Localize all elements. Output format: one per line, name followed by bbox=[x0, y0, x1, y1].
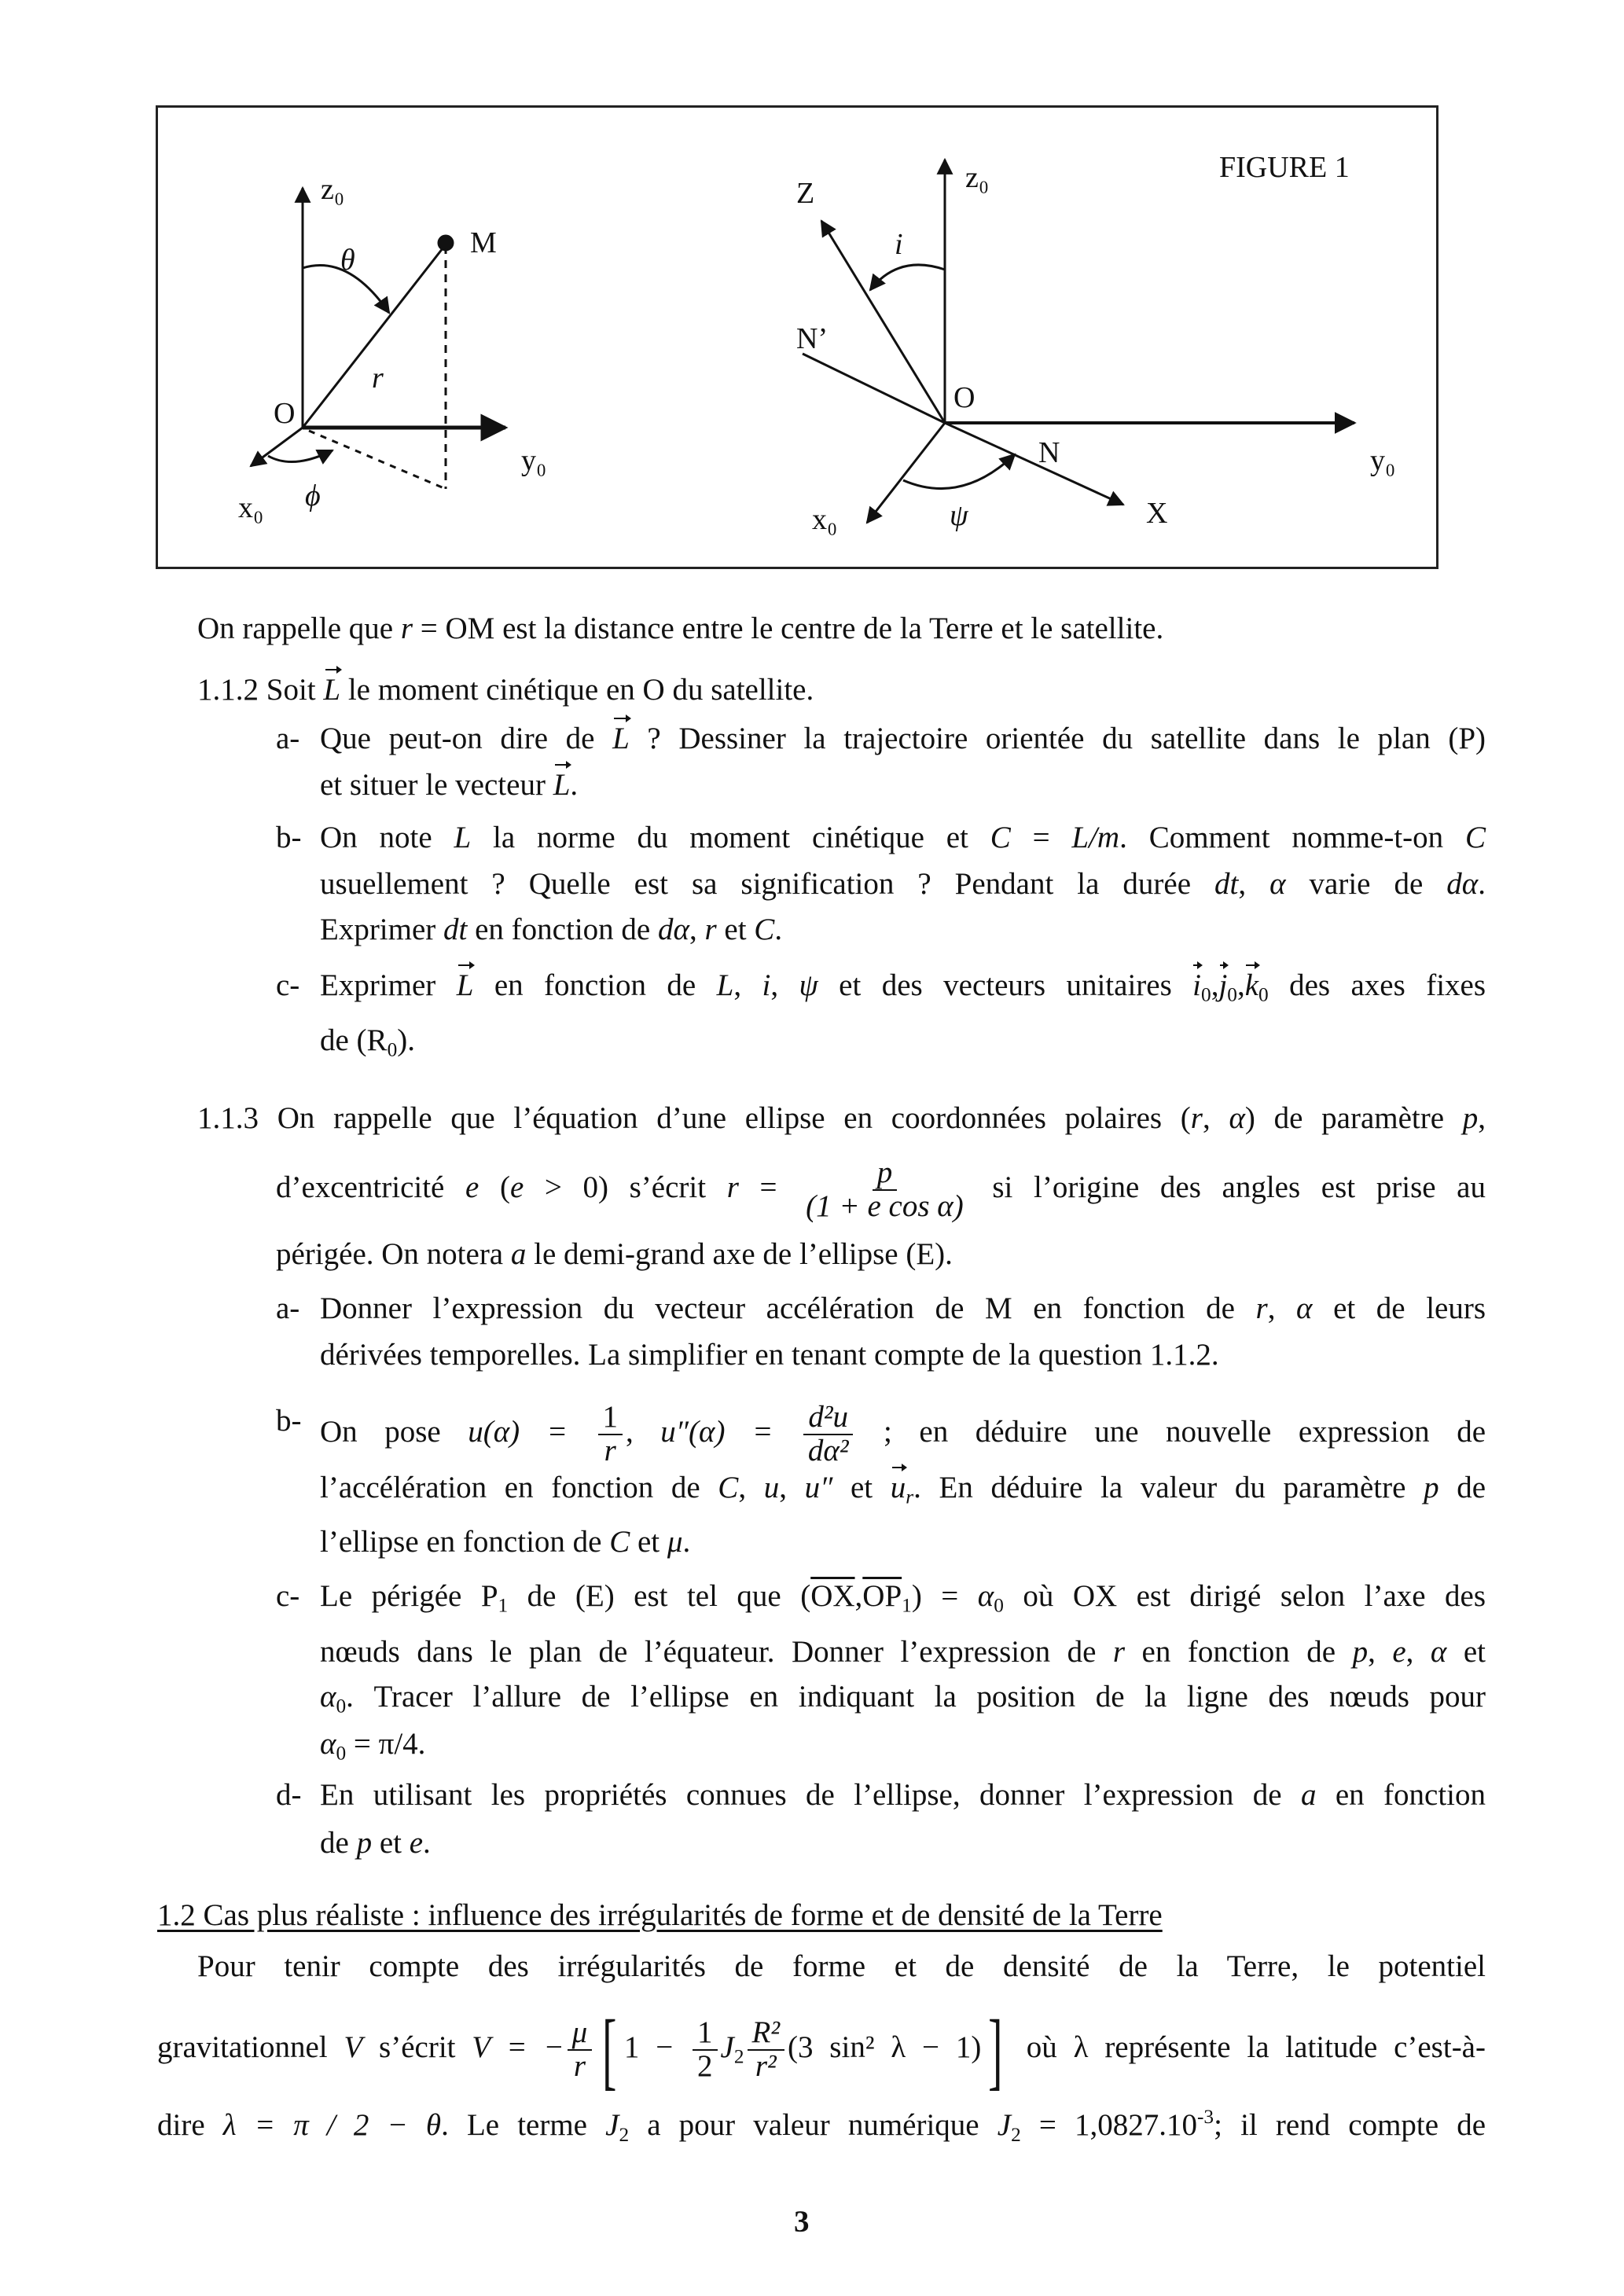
text-segment: 2 bbox=[733, 2045, 744, 2068]
q113-c-line-3 bbox=[320, 1677, 1486, 1717]
vector-symbol: j bbox=[1218, 966, 1227, 1005]
q113-a-line-2: dérivées temporelles. La simplifier en tenant compte de la question 1.1.2. bbox=[320, 1338, 1219, 1372]
text-segment: . Le terme bbox=[441, 2108, 606, 2143]
text-segment: r bbox=[400, 612, 413, 645]
i-arc bbox=[870, 265, 945, 290]
text-segment: , bbox=[1267, 1291, 1297, 1325]
vector-symbol: L bbox=[612, 719, 630, 759]
label-o: O bbox=[274, 397, 296, 430]
text-segment: où λ représente la latitude c’est-à- bbox=[1009, 2030, 1486, 2064]
text-segment: 2 bbox=[619, 2123, 630, 2146]
text-segment: , bbox=[1202, 1101, 1229, 1135]
item-label-c: c- bbox=[276, 968, 300, 1002]
x-axis bbox=[945, 423, 1123, 505]
label-y0: y₀ bbox=[1370, 444, 1396, 477]
text-segment: et des vecteurs unitaires bbox=[818, 968, 1193, 1002]
right-bracket: ] bbox=[988, 2001, 1003, 2098]
text-segment: , bbox=[1236, 968, 1245, 1002]
text-segment: en fonction de bbox=[467, 913, 658, 946]
text-segment: , bbox=[733, 968, 762, 1002]
text-segment: C bbox=[718, 1471, 739, 1504]
text-segment: r bbox=[906, 1486, 914, 1508]
text-segment: r bbox=[1190, 1101, 1203, 1135]
text-segment: = OM est la distance entre le centre de la Terre et le satellite. bbox=[413, 612, 1164, 645]
text-segment: 0 bbox=[336, 1695, 347, 1717]
text-segment: des axes fixes bbox=[1268, 968, 1486, 1002]
text-segment: V bbox=[344, 2030, 363, 2064]
fraction bbox=[568, 2017, 593, 2083]
text-segment: . En déduire la valeur du paramètre bbox=[913, 1471, 1424, 1504]
text-segment: . Comment nomme-t-on bbox=[1119, 821, 1465, 854]
text-segment: et situer le vecteur bbox=[320, 768, 553, 802]
text-segment: l’accélération en fonction de bbox=[320, 1471, 718, 1504]
phi-arc bbox=[268, 450, 333, 462]
text-segment: ; en déduire une nouvelle expression de bbox=[856, 1414, 1486, 1449]
text-segment: α bbox=[1430, 1635, 1447, 1669]
text-segment: -3 bbox=[1196, 2106, 1214, 2128]
text-segment: = 1,0827.10 bbox=[1020, 2108, 1197, 2143]
text-segment: nœuds dans le plan de l’équateur. Donner l’expression de bbox=[320, 1635, 1113, 1669]
item-label-b: b- bbox=[276, 821, 302, 854]
text-segment: , bbox=[1238, 867, 1270, 901]
q112-c-line-1 bbox=[320, 966, 1486, 1005]
text-segment: J bbox=[720, 2030, 734, 2064]
text-segment: s’écrit bbox=[362, 2030, 472, 2064]
text-segment: R² bbox=[748, 2017, 785, 2051]
text-segment: en fonction de bbox=[1125, 1635, 1353, 1669]
text-segment: p bbox=[356, 1826, 373, 1860]
om-line bbox=[303, 244, 446, 428]
text-segment: le moment cinétique en O du satellite. bbox=[340, 673, 814, 707]
section-1-2-line-3 bbox=[157, 2097, 1486, 2146]
text-segment: 0 bbox=[994, 1594, 1004, 1617]
text-segment: (3 sin² λ − 1) bbox=[788, 2030, 982, 2064]
fraction bbox=[803, 1401, 854, 1468]
text-segment: et bbox=[1446, 1635, 1486, 1669]
item-label-a: a- bbox=[276, 1291, 300, 1325]
text-segment: On note bbox=[320, 821, 454, 854]
text-segment: L bbox=[454, 821, 472, 854]
text-segment: dire bbox=[157, 2108, 223, 2143]
text-segment: C bbox=[1464, 821, 1486, 854]
vector-l: L bbox=[323, 670, 340, 710]
spherical-coordinates-diagram bbox=[251, 188, 505, 489]
text-segment: α bbox=[1229, 1101, 1245, 1135]
section-1-2-line-1: Pour tenir compte des irrégularités de forme et de densité de la Terre, le potentiel bbox=[197, 1949, 1486, 1983]
text-segment: . bbox=[682, 1525, 691, 1559]
text-segment: a bbox=[510, 1237, 527, 1271]
q112-b-line-2 bbox=[320, 865, 1486, 904]
text-segment: 2 bbox=[697, 2048, 713, 2083]
q113-c-line-1 bbox=[320, 1577, 1486, 1616]
vector-symbol: k bbox=[1245, 966, 1258, 1005]
text-segment: e bbox=[465, 1170, 479, 1204]
text-segment: r² bbox=[755, 2048, 777, 2083]
label-z0: z₀ bbox=[965, 161, 990, 194]
text-segment: $\overline{OX}$ bbox=[810, 1579, 855, 1613]
text-segment: . Tracer l’allure de l’ellipse en indiquant la position de la ligne des nœuds pour bbox=[346, 1680, 1486, 1714]
label-x0: x₀ bbox=[238, 491, 264, 524]
text-segment: 0 bbox=[1258, 983, 1269, 1006]
text-segment: p bbox=[1462, 1101, 1479, 1135]
text-segment: d²u bbox=[803, 1401, 853, 1435]
text-segment: d’excentricité bbox=[276, 1170, 465, 1204]
text-segment: Exprimer bbox=[320, 913, 444, 946]
text-segment: e bbox=[409, 1826, 424, 1860]
text-segment: en fonction bbox=[1316, 1778, 1486, 1812]
text-segment: , bbox=[779, 1471, 805, 1504]
text-segment: , bbox=[1478, 1101, 1486, 1135]
text-segment: la norme du moment cinétique et bbox=[471, 821, 990, 854]
vector-symbol: L bbox=[457, 966, 474, 1005]
q112-a-line-2 bbox=[320, 766, 578, 805]
text-segment: gravitationnel bbox=[157, 2030, 344, 2064]
text-segment: λ = π / 2 − θ bbox=[222, 2108, 442, 2143]
text-segment: En utilisant les propriétés connues de l’ellipse, donner l’expression de bbox=[320, 1778, 1301, 1812]
text-segment: On rappelle que bbox=[197, 612, 401, 645]
text-segment: C bbox=[609, 1525, 630, 1559]
label-phi: ϕ bbox=[305, 479, 321, 512]
text-segment: e bbox=[509, 1170, 524, 1204]
text-segment: ) de paramètre bbox=[1244, 1101, 1463, 1135]
text-segment: J bbox=[997, 2108, 1012, 2143]
text-segment: l’ellipse en fonction de bbox=[320, 1525, 610, 1559]
question-1-1-3-line-3 bbox=[276, 1235, 953, 1274]
text-segment: a pour valeur numérique bbox=[629, 2108, 998, 2143]
text-segment: dt bbox=[1214, 867, 1239, 901]
q113-a-line-1 bbox=[320, 1289, 1486, 1328]
intro-line bbox=[197, 609, 1163, 648]
text-segment: 1.1.3 On rappelle que l’équation d’une ellipse en coordonnées polaires ( bbox=[197, 1101, 1191, 1135]
q113-c-line-4 bbox=[320, 1725, 425, 1764]
section-1-2-line-2 bbox=[157, 2001, 1486, 2098]
text-segment: 1 − bbox=[623, 2030, 690, 2064]
text-segment: 1 bbox=[498, 1594, 509, 1617]
text-segment: u bbox=[763, 1471, 780, 1504]
text-segment: 0 bbox=[387, 1038, 398, 1061]
q113-b-line-2 bbox=[320, 1468, 1486, 1508]
label-r: r bbox=[372, 362, 384, 395]
text-segment: ) = bbox=[911, 1579, 978, 1613]
fraction bbox=[693, 2017, 718, 2083]
text-segment: $\overline{OP}$ bbox=[862, 1579, 902, 1613]
label-y0: y₀ bbox=[521, 444, 547, 477]
question-1-1-3-line-1 bbox=[197, 1099, 1486, 1138]
text-segment: périgée. On notera bbox=[276, 1237, 511, 1271]
text-segment: , bbox=[1368, 1635, 1393, 1669]
text-segment: , bbox=[1405, 1635, 1431, 1669]
text-segment: J bbox=[605, 2108, 619, 2143]
q112-b-line-3 bbox=[320, 910, 782, 950]
text-segment: ; il rend compte de bbox=[1214, 2108, 1486, 2143]
text-segment: de bbox=[320, 1826, 357, 1860]
q113-d-line-1 bbox=[320, 1776, 1486, 1815]
text-segment: de bbox=[1438, 1471, 1486, 1504]
text-segment: 0 bbox=[1201, 983, 1211, 1006]
text-segment: ? Dessiner la trajectoire orientée du satellite dans le plan (P) bbox=[629, 722, 1486, 755]
text-segment: a bbox=[1300, 1778, 1317, 1812]
text-segment: r bbox=[1112, 1635, 1126, 1669]
text-segment: . bbox=[1478, 867, 1486, 901]
euler-angles-diagram bbox=[803, 160, 1354, 523]
label-theta: θ bbox=[340, 244, 355, 277]
label-o: O bbox=[953, 381, 976, 414]
q113-c-line-2 bbox=[320, 1633, 1486, 1672]
label-x0: x₀ bbox=[812, 503, 838, 536]
text-segment: C bbox=[754, 913, 775, 946]
q113-b-line-1 bbox=[320, 1400, 1486, 1468]
vector-symbol: u bbox=[891, 1468, 906, 1508]
label-x: X bbox=[1146, 497, 1168, 530]
text-segment: r bbox=[704, 913, 717, 946]
text-segment: . bbox=[774, 913, 783, 946]
text-segment: e bbox=[1392, 1635, 1406, 1669]
text-segment: dα² bbox=[807, 1433, 849, 1468]
label-m: M bbox=[470, 226, 497, 259]
text-segment: u(α) = bbox=[468, 1414, 595, 1449]
text-segment: où OX est dirigé selon l’axe des bbox=[1003, 1579, 1486, 1613]
text-segment: , bbox=[854, 1579, 863, 1613]
label-z: Z bbox=[796, 177, 815, 210]
text-segment: . bbox=[423, 1826, 431, 1860]
q113-b-line-3 bbox=[320, 1523, 690, 1562]
text-segment: L bbox=[716, 968, 734, 1002]
text-segment: r bbox=[573, 2048, 586, 2083]
item-label-a: a- bbox=[276, 722, 300, 755]
fraction bbox=[748, 2017, 785, 2083]
text-segment: r bbox=[1255, 1291, 1268, 1325]
figure-diagram bbox=[2, 2, 1624, 631]
section-1-2-heading: 1.2 Cas plus réaliste : influence des irrégularités de forme et de densité de la Terre bbox=[157, 1898, 1163, 1932]
text-segment: u″ bbox=[804, 1471, 833, 1504]
text-segment: α bbox=[320, 1680, 336, 1714]
text-segment: α bbox=[320, 1727, 336, 1761]
text-segment: et bbox=[630, 1525, 667, 1559]
text-segment: 1 bbox=[598, 1401, 623, 1435]
text-segment: Que peut-on dire de bbox=[320, 722, 613, 755]
text-segment: > 0) s’écrit bbox=[524, 1170, 727, 1204]
x0-axis bbox=[867, 423, 945, 523]
fraction bbox=[598, 1401, 623, 1468]
q112-a-line-1 bbox=[320, 719, 1486, 759]
text-segment: et bbox=[372, 1826, 410, 1860]
text-segment: dα bbox=[657, 913, 689, 946]
text-segment: dt bbox=[443, 913, 468, 946]
text-segment: si l’origine des angles est prise au bbox=[971, 1170, 1486, 1204]
text-segment: α bbox=[977, 1579, 994, 1613]
q112-b-line-1 bbox=[320, 818, 1486, 858]
text-segment: r bbox=[726, 1170, 739, 1204]
left-bracket: [ bbox=[602, 2001, 617, 2098]
text-segment: p bbox=[1352, 1635, 1369, 1669]
text-segment: μ bbox=[667, 1525, 683, 1559]
vector-symbol: i bbox=[1192, 966, 1201, 1005]
text-segment: ψ bbox=[799, 968, 818, 1002]
figure-title: FIGURE 1 bbox=[1219, 151, 1350, 184]
text-segment: ( bbox=[479, 1170, 510, 1204]
text-segment: et bbox=[832, 1471, 891, 1504]
text-segment: α bbox=[1269, 867, 1286, 901]
text-segment: p bbox=[873, 1157, 898, 1191]
text-segment: 0 bbox=[1227, 983, 1237, 1006]
item-label-d: d- bbox=[276, 1778, 302, 1812]
projection-dashed-ground bbox=[309, 431, 446, 489]
question-1-1-2-title bbox=[197, 670, 814, 710]
text-segment: α bbox=[1296, 1291, 1313, 1325]
text-segment: en fonction de bbox=[473, 968, 717, 1002]
text-segment: , bbox=[1211, 968, 1219, 1002]
text-segment: dα bbox=[1446, 867, 1479, 901]
text-segment: et bbox=[716, 913, 755, 946]
text-segment: C bbox=[990, 821, 1011, 854]
text-segment: 1 bbox=[902, 1594, 912, 1617]
text-segment: r bbox=[604, 1433, 616, 1468]
text-segment: Le périgée P bbox=[320, 1579, 498, 1613]
text-segment: μ bbox=[568, 2017, 593, 2051]
text-segment: , bbox=[689, 913, 705, 946]
vector-symbol: L bbox=[553, 766, 571, 805]
text-segment: On pose bbox=[320, 1414, 468, 1449]
text-segment: V = − bbox=[472, 2030, 564, 2064]
point-m bbox=[439, 236, 453, 250]
question-1-1-3-line-2 bbox=[276, 1155, 1486, 1223]
text-segment: 1 bbox=[693, 2017, 718, 2051]
text-segment: 0 bbox=[336, 1742, 347, 1765]
text-segment: varie de bbox=[1285, 867, 1447, 901]
text-segment: = bbox=[738, 1170, 799, 1204]
label-psi: ψ bbox=[950, 499, 968, 532]
text-segment: (1 + e cos α) bbox=[806, 1188, 964, 1223]
text-segment: ). bbox=[397, 1023, 415, 1057]
text-segment: Exprimer bbox=[320, 968, 457, 1002]
text-segment: , bbox=[770, 968, 799, 1002]
psi-arc bbox=[903, 454, 1015, 489]
q113-d-line-2 bbox=[320, 1824, 431, 1863]
text-segment: . bbox=[570, 768, 579, 802]
text-segment: 1.1.2 Soit bbox=[197, 673, 324, 707]
q112-c-line-2 bbox=[320, 1021, 415, 1060]
text-segment: et de leurs bbox=[1312, 1291, 1486, 1325]
label-n: N bbox=[1038, 436, 1060, 469]
label-n-prime: N’ bbox=[796, 322, 829, 355]
text-segment: , bbox=[738, 1471, 764, 1504]
label-z0: z₀ bbox=[321, 173, 345, 206]
text-segment: Donner l’expression du vecteur accélération de M en fonction de bbox=[320, 1291, 1256, 1325]
text-segment: p bbox=[1424, 1471, 1439, 1504]
text-segment: i bbox=[762, 968, 771, 1002]
text-segment: L/m bbox=[1071, 821, 1120, 854]
text-segment: 2 bbox=[1011, 2123, 1021, 2146]
ellipse-equation-fraction bbox=[801, 1157, 968, 1223]
text-segment: de (R bbox=[320, 1023, 388, 1057]
text-segment: u″(α) = bbox=[660, 1414, 800, 1449]
text-segment: , bbox=[626, 1414, 661, 1449]
page-number: 3 bbox=[794, 2205, 810, 2239]
item-label-b: b- bbox=[276, 1404, 302, 1438]
item-label-c: c- bbox=[276, 1579, 300, 1613]
text-segment: de (E) est tel que ( bbox=[508, 1579, 811, 1613]
text-segment: usuellement ? Quelle est sa signification ? Pendant la durée bbox=[320, 867, 1214, 901]
figure-1 bbox=[156, 105, 1438, 569]
text-segment: = bbox=[1010, 821, 1072, 854]
label-i: i bbox=[895, 228, 903, 261]
text-segment: le demi-grand axe de l’ellipse (E). bbox=[526, 1237, 953, 1271]
text-segment: = π/4. bbox=[346, 1727, 426, 1761]
